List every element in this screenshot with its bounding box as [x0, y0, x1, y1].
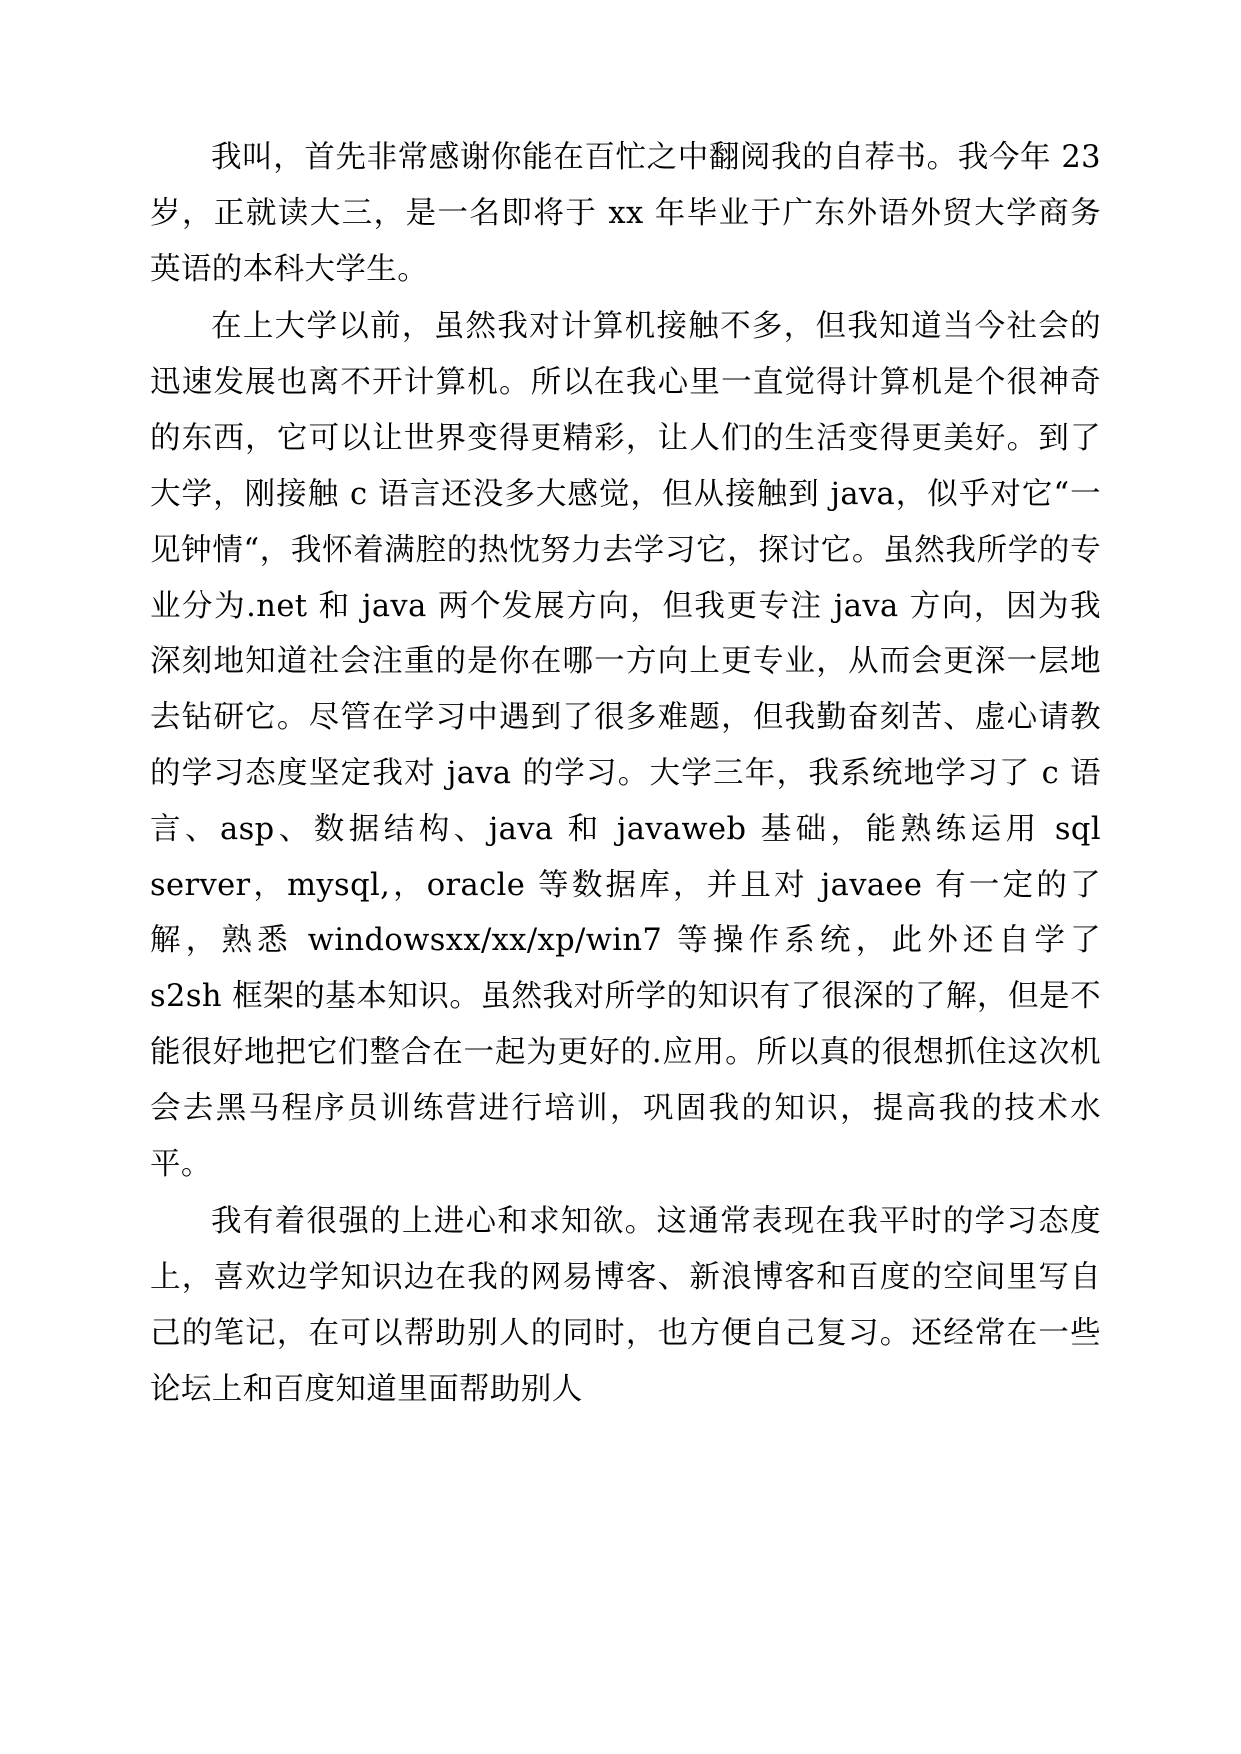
- paragraph-3: 我有着很强的上进心和求知欲。这通常表现在我平时的学习态度上，喜欢边学知识边在我的网易博客、新浪博客和百度的空间里写自己的笔记，在可以帮助别人的同时，也方便自己复习。还经常在一些论坛上和百度知道里面帮助别人: [150, 1204, 1101, 1407]
- paragraph-2: 在上大学以前，虽然我对计算机接触不多，但我知道当今社会的迅速发展也离不开计算机。所以在我心里一直觉得计算机是个很神奇的东西，它可以让世界变得更精彩，让人们的生活变得更美好。到了大学，刚接触 c 语言还没多大感觉，但从接触到 java，似乎对它“一见钟情“，我怀着满腔的热忱努力去学习它，探讨它。虽然我所学的专业分为.net 和 java 两个发展方向，但我更专注 java 方向，因为我深刻地知道社会注重的是你在哪一方向上更专业，从而会更深一层地去钻研它。尽管在学习中遇到了很多难题，但我勤奋刻苦、虚心请教的学习态度坚定我对 java 的学习。大学三年，我系统地学习了 c 语言、asp、数据结构、java 和 javaweb 基础，能熟练运用 sql server，mysql,，oracle 等数据库，并且对 javaee 有一定的了解，熟悉 windowsxx/xx/xp/win7 等操作系统，此外还自学了 s2sh 框架的基本知识。虽然我对所学的知识有了很深的了解，但是不能很好地把它们整合在一起为更好的.应用。所以真的很想抓住这次机会去黑马程序员训练营进行培训，巩固我的知识，提高我的技术水平。: [150, 309, 1112, 1182]
- document-body: [150, 130, 1112, 1418]
- paragraph-1: 我叫，首先非常感谢你能在百忙之中翻阅我的自荐书。我今年 23 岁，正就读大三，是一名即将于 xx 年毕业于广东外语外贸大学商务英语的本科大学生。: [150, 140, 1112, 287]
